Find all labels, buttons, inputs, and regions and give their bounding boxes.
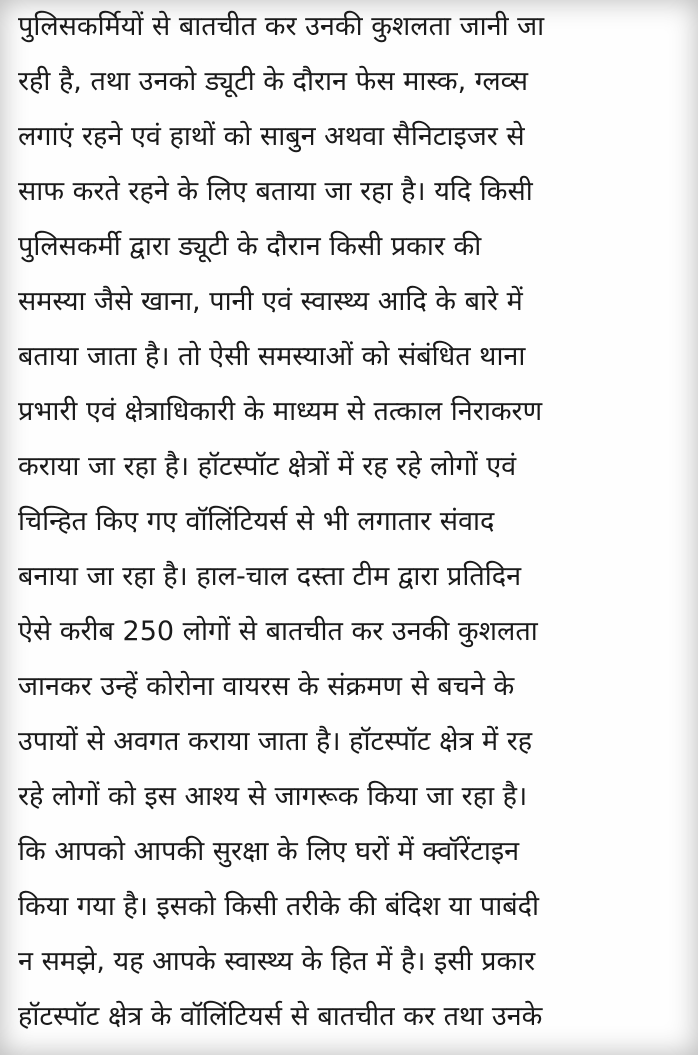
text-line-14: उपायों से अवगत कराया जाता है। हॉटस्पॉट क्षेत्र में रह: [18, 726, 533, 757]
text-line-5: पुलिसकर्मी द्वारा ड्यूटी के दौरान किसी प्रकार की: [18, 231, 482, 262]
text-line-9: कराया जा रहा है। हॉटस्पॉट क्षेत्रों में रह रहे लोगों एवं: [18, 451, 517, 482]
text-line-2: रही है, तथा उनको ड्यूटी के दौरान फेस मास्क, ग्लव्स: [18, 66, 528, 97]
text-line-10: चिन्हित किए गए वॉलिंटियर्स से भी लगातार संवाद: [18, 506, 495, 537]
text-line-7: बताया जाता है। तो ऐसी समस्याओं को संबंधित थाना: [18, 341, 526, 372]
text-line-11: बनाया जा रहा है। हाल-चाल दस्ता टीम द्वारा प्रतिदिन: [18, 561, 522, 592]
text-line-15: रहे लोगों को इस आश्य से जागरूक किया जा रहा है।: [18, 781, 528, 812]
text-line-3: लगाएं रहने एवं हाथों को साबुन अथवा सैनिटाइजर से: [18, 121, 525, 152]
text-line-18: न समझे, यह आपके स्वास्थ्य के हित में है। इसी प्रकार: [18, 946, 536, 977]
text-line-4: साफ करते रहने के लिए बताया जा रहा है। यदि किसी: [18, 176, 533, 207]
text-line-16: कि आपको आपकी सुरक्षा के लिए घरों में क्वॉरेंटाइन: [18, 836, 520, 867]
text-line-17: किया गया है। इसको किसी तरीके की बंदिश या पाबंदी: [18, 891, 539, 922]
text-line-19: हॉटस्पॉट क्षेत्र के वॉलिंटियर्स से बातचीत कर तथा उनके: [18, 1001, 543, 1032]
text-line-12: ऐसे करीब 250 लोगों से बातचीत कर उनकी कुशलता: [18, 616, 538, 647]
text-line-6: समस्या जैसे खाना, पानी एवं स्वास्थ्य आदि के बारे में: [18, 286, 523, 317]
text-line-1: पुलिसकर्मियों से बातचीत कर उनकी कुशलता जानी जा: [18, 11, 545, 42]
text-line-13: जानकर उन्हें कोरोना वायरस के संक्रमण से बचने के: [18, 671, 515, 702]
text-line-8: प्रभारी एवं क्षेत्राधिकारी के माध्यम से तत्काल निराकरण: [18, 396, 543, 427]
